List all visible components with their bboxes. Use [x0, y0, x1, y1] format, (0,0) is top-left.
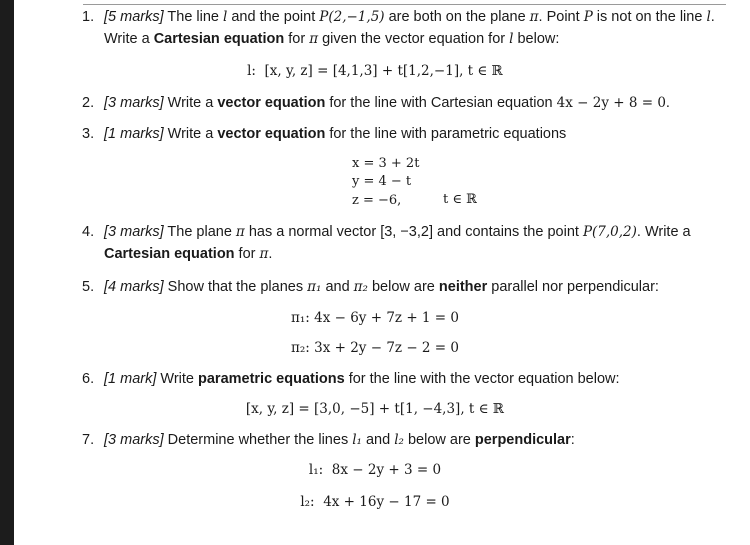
question-number: 6.	[82, 371, 95, 387]
question-text: below are	[367, 279, 439, 295]
question-text: given the vector equation for	[318, 31, 510, 47]
question-text: are both on the plane	[384, 9, 530, 25]
inline-equation: 4x − 2y + 8 = 0	[556, 95, 666, 111]
question-text: .	[268, 246, 273, 262]
plane-symbol: π	[309, 31, 319, 47]
question-text: . Write a	[104, 9, 715, 47]
equation: y = 4 − t	[352, 174, 412, 189]
point-label: P(2,−1,5)	[319, 9, 385, 25]
equation: x = 3 + 2t	[352, 156, 420, 171]
question-1	[82, 6, 728, 50]
question-text: Write	[156, 371, 198, 387]
question-text: parallel nor perpendicular:	[487, 279, 659, 295]
marks-label: [3 marks]	[104, 95, 164, 111]
question-number: 1.	[82, 9, 95, 25]
plane-symbol: π₂	[353, 279, 368, 295]
bold-term: perpendicular	[474, 432, 571, 448]
marks-label: [4 marks]	[104, 279, 164, 295]
question-text: for the line with the vector equation below:	[344, 371, 620, 387]
domain-label: t ∈ ℝ	[443, 192, 477, 207]
question-number: 2.	[82, 95, 95, 111]
marks-label: [3 marks]	[104, 224, 164, 240]
question-text: :	[570, 432, 575, 448]
equation: l: [x, y, z] = [4,1,3] + t[1,2,−1], t ∈ ℝ	[247, 63, 503, 79]
plane-symbol: π	[259, 246, 269, 262]
point-symbol: P	[583, 9, 593, 25]
question-text: for	[234, 246, 260, 262]
question-text: and	[321, 279, 354, 295]
marks-label: [1 marks]	[104, 126, 164, 142]
question-number: 4.	[82, 224, 95, 240]
question-text: and the point	[227, 9, 320, 25]
bold-term: neither	[438, 279, 488, 295]
bold-term: Cartesian equation	[153, 31, 285, 47]
line-symbol: l	[509, 31, 514, 47]
question-4	[82, 221, 728, 265]
question-text: . Write a	[636, 224, 691, 240]
question-text: and	[361, 432, 395, 448]
marks-label: [3 marks]	[104, 432, 164, 448]
question-7	[82, 429, 728, 451]
equation: π₁: 4x − 6y + 7z + 1 = 0	[291, 310, 459, 326]
question-text: is not on the line	[592, 9, 707, 25]
bold-term: Cartesian equation	[104, 246, 235, 262]
question-number: 7.	[82, 432, 95, 448]
question-text: for the line with Cartesian equation	[325, 95, 557, 111]
line-symbol: l	[223, 9, 228, 25]
question-text: below:	[513, 31, 560, 47]
line-symbol: l₂	[394, 432, 404, 448]
bold-term: parametric equations	[198, 371, 345, 387]
plane-symbol: π	[235, 224, 245, 240]
question-text: for the line with parametric equations	[325, 126, 567, 142]
marks-label: [5 marks]	[104, 9, 164, 25]
bold-term: vector equation	[217, 95, 326, 111]
question-number: 3.	[82, 126, 95, 142]
question-3	[82, 123, 728, 145]
question-text: Show that the planes	[163, 279, 308, 295]
bold-term: vector equation	[217, 126, 326, 142]
question-text: . Point	[538, 9, 584, 25]
question-text: Write a	[163, 126, 218, 142]
point-label: P(7,0,2)	[582, 224, 637, 240]
question-5	[82, 276, 728, 298]
question-2	[82, 92, 728, 114]
equation: l₁: 8x − 2y + 3 = 0	[308, 462, 442, 478]
question-text: Write a	[163, 95, 218, 111]
question-text: .	[665, 95, 670, 111]
plane-symbol: π	[529, 9, 539, 25]
question-text: has a normal vector [3, −3,2] and contains the point	[244, 224, 583, 240]
plane-symbol: π₁	[307, 279, 322, 295]
question-6	[82, 368, 728, 390]
marks-label: [1 mark]	[104, 371, 157, 387]
question-text: below are	[403, 432, 475, 448]
question-text: The plane	[163, 224, 236, 240]
question-number: 5.	[82, 279, 95, 295]
question-text: for	[284, 31, 310, 47]
equation: z = −6,	[352, 193, 402, 208]
equation: l₂: 4x + 16y − 17 = 0	[300, 494, 450, 510]
line-symbol: l₁	[352, 432, 362, 448]
equation: π₂: 3x + 2y − 7z − 2 = 0	[291, 340, 459, 356]
equation: [x, y, z] = [3,0, −5] + t[1, −4,3], t ∈ ℝ	[245, 401, 505, 417]
line-symbol: l	[706, 9, 711, 25]
question-text: Determine whether the lines	[163, 432, 353, 448]
question-text: The line	[163, 9, 224, 25]
